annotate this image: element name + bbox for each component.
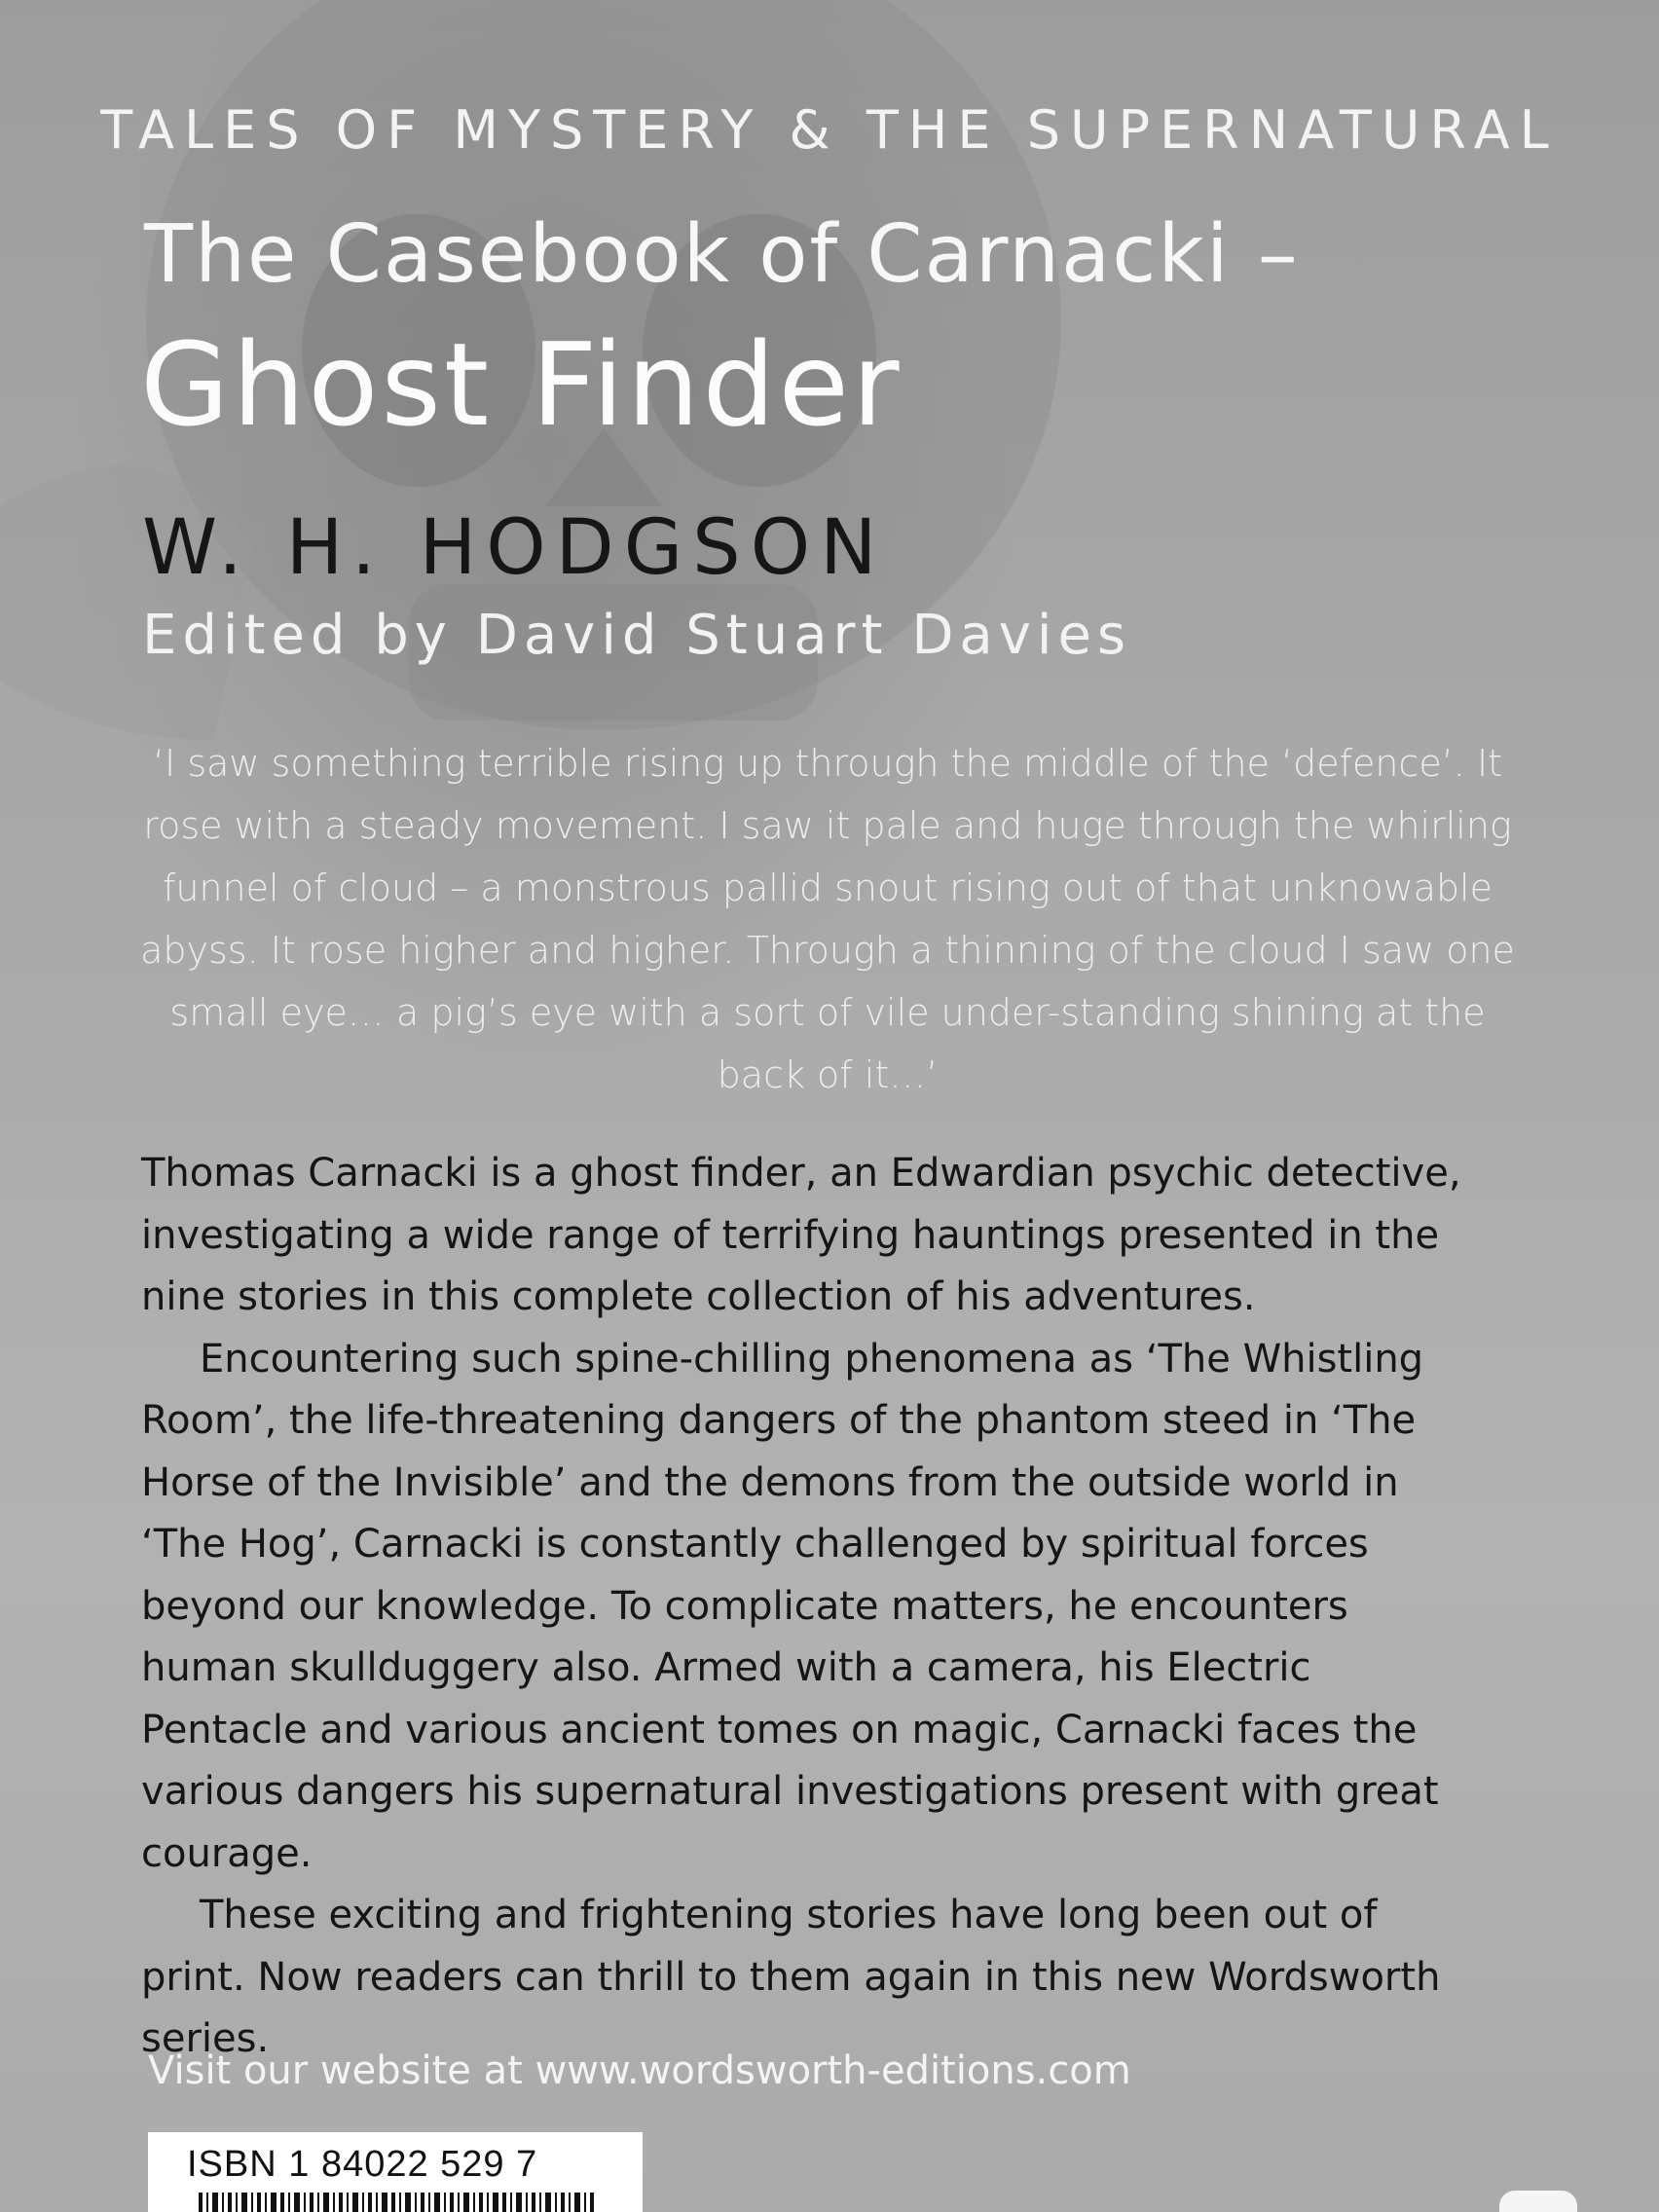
description-paragraph-2: Encountering such spine-chilling phenomena as ‘The Whistling Room’, the life-threatening dangers of the phantom steed in ‘The Horse of the Invisible’ and the demons from the outside world in ‘The Hog’, Carnacki is constantly challenged by spiritual forces beyond our knowledge. To complicate matters, he encounters human skullduggery also. Armed with a camera, his Electric Pentacle and various ancient tomes on magic, Carnacki faces the various dangers his supernatural investigations present with great courage. (141, 1336, 1439, 1876)
barcode-icon (199, 2193, 600, 2212)
description-paragraph-3: These exciting and frightening stories have long been out of print. Now readers can thrill to them again in this new Wordsworth series. (141, 1893, 1441, 2061)
quote-text: ‘I saw something terrible rising up through the middle of the ‘defence’. It rose with a steady movement. I saw it pale and huge through the whirling funnel of cloud – a monstrous pallid snout rising out of that unknowable abyss. It rose higher and higher. Through a thinning of the cloud I saw one small eye… a pig’s eye with a sort of vile under-standing shining at the back of it…’ (140, 742, 1515, 1096)
book-description (141, 1143, 1485, 2071)
series-title: TALES OF MYSTERY & THE SUPERNATURAL (100, 99, 1559, 161)
barcode-label (148, 2132, 643, 2212)
editor-credit: Edited by David Stuart Davies (142, 604, 1132, 667)
corner-sticker (1499, 2191, 1577, 2212)
book-title-line-2: Ghost Finder (140, 317, 903, 452)
excerpt-quote (127, 732, 1529, 1106)
description-paragraph-1: Thomas Carnacki is a ghost finder, an Edwardian psychic detective, investigating a wide range of terrifying hauntings presented in the nine stories in this complete collection of his adventures. (141, 1151, 1461, 1319)
website-line: Visit our website at www.wordsworth-editions.com (148, 2048, 1131, 2093)
book-title-line-1: The Casebook of Carnacki – (144, 208, 1300, 301)
author-name: W. H. HODGSON (142, 504, 887, 592)
isbn-number: ISBN 1 84022 529 7 (187, 2144, 538, 2185)
